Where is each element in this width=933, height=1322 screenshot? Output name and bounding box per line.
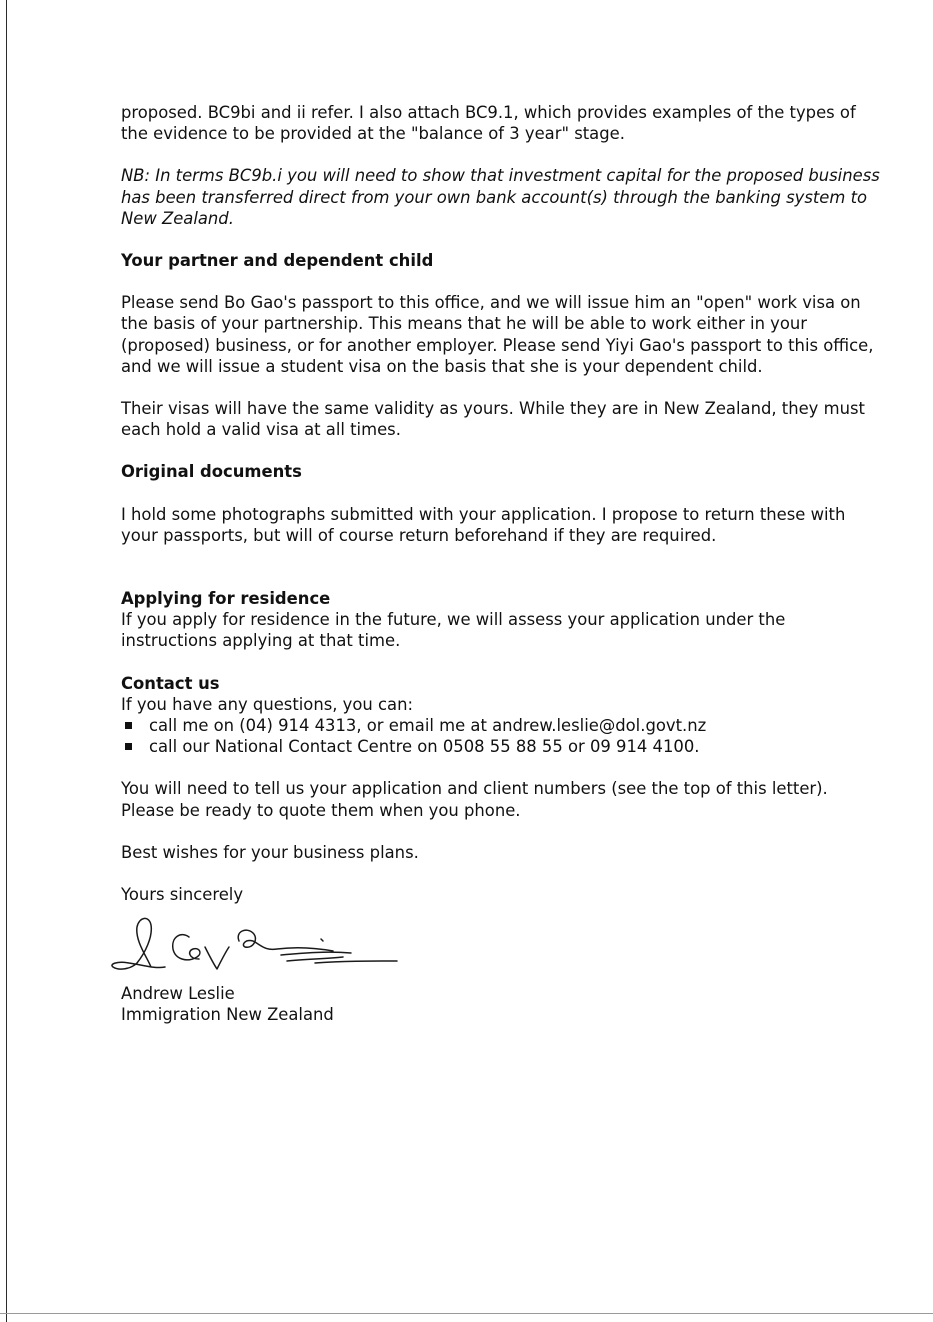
heading-applying-residence: Applying for residence — [121, 589, 331, 609]
contact-national-centre: call our National Contact Centre on 0508 55 88 55 or 09 914 4100. — [149, 737, 700, 757]
scan-left-border — [6, 0, 7, 1322]
section-spacer — [121, 567, 881, 588]
evidence-paragraph: proposed. BC9bi and ii refer. I also attach BC9.1, which provides examples of the types of the evidence to be provided at the "balance of 3 year" stage. — [121, 103, 856, 144]
heading-contact-us: Contact us — [121, 673, 220, 693]
heading-original-documents: Original documents — [121, 462, 302, 482]
numbers-paragraph: You will need to tell us your application and client numbers (see the top of this letter). Please be ready to quote them when you phone. — [121, 779, 828, 820]
contact-list — [121, 715, 881, 757]
contact-intro: If you have any questions, you can: — [121, 694, 413, 714]
list-item — [121, 715, 881, 736]
nb-note: NB: In terms BC9b.i you will need to show that investment capital for the proposed business has been transferred direct from your own bank account(s) through the banking system to New Zealand. — [121, 166, 880, 228]
letter-body — [121, 102, 881, 1026]
signatory-name: Andrew Leslie — [121, 984, 235, 1004]
scan-bottom-border — [0, 1313, 933, 1314]
signatory-organisation: Immigration New Zealand — [121, 1005, 334, 1025]
partner-paragraph: Please send Bo Gao's passport to this office, and we will issue him an "open" work visa on the basis of your partnership. This means that he will be able to work either in your (proposed) business, or for another employer. Please send Yiyi Gao's passport to this office, and we will issue a student visa on the basis that she is your dependent child. — [121, 293, 874, 376]
handwritten-signature — [107, 911, 407, 983]
square-bullet-icon — [125, 743, 132, 750]
validity-paragraph: Their visas will have the same validity as yours. While they are in New Zealand, they must each hold a valid visa at all times. — [121, 399, 865, 440]
list-item — [121, 736, 881, 757]
heading-partner-child: Your partner and dependent child — [121, 251, 434, 271]
square-bullet-icon — [125, 722, 132, 729]
documents-paragraph: I hold some photographs submitted with your application. I propose to return these with your passports, but will of course return beforehand if they are required. — [121, 504, 846, 545]
closing: Yours sincerely — [121, 885, 244, 905]
residence-paragraph: If you apply for residence in the future, we will assess your application under the instructions applying at that time. — [121, 610, 786, 651]
best-wishes: Best wishes for your business plans. — [121, 842, 419, 862]
contact-phone-email: call me on (04) 914 4313, or email me at andrew.leslie@dol.govt.nz — [149, 716, 707, 736]
